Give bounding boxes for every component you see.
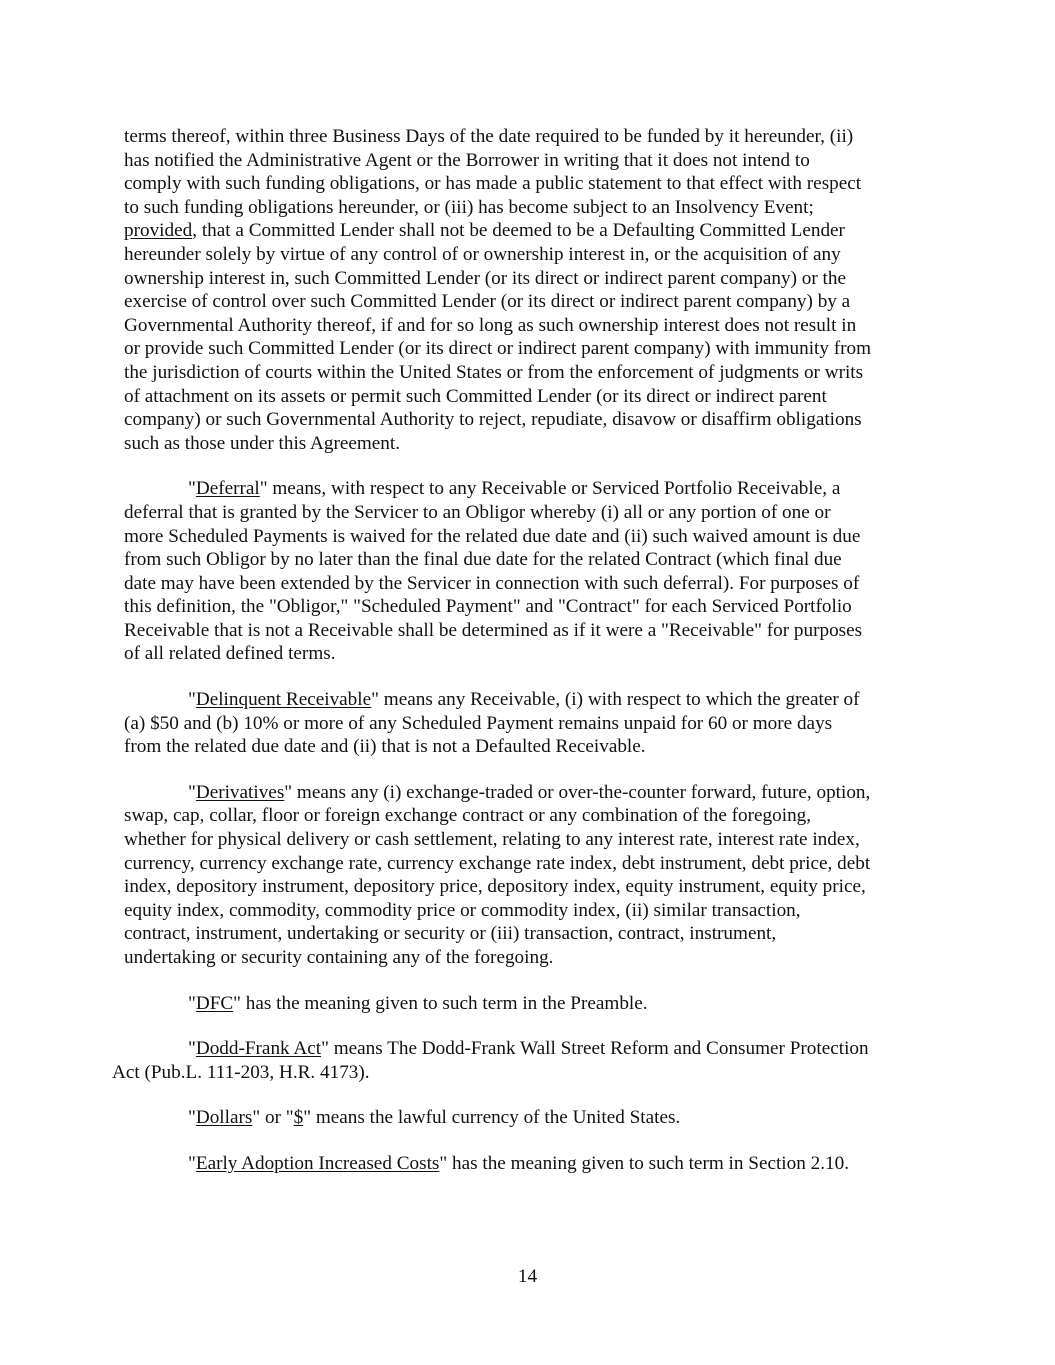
text-line: undertaking or security containing any of the foregoing. — [124, 947, 554, 968]
text-line: index, depository instrument, depository price, depository index, equity instrument, equity price, — [124, 876, 866, 898]
text-line: the jurisdiction of courts within the United States or from the enforcement of judgments or writs — [124, 361, 864, 383]
text-line: equity index, commodity, commodity price or commodity index, (ii) similar transaction, — [124, 899, 801, 921]
definition-derivatives — [124, 781, 936, 970]
text-line: company) or such Governmental Authority to reject, repudiate, disavow or disaffirm obligations — [124, 409, 862, 431]
defined-term: Deferral — [195, 478, 260, 500]
document-body — [112, 125, 936, 1198]
text-line: swap, cap, collar, floor or foreign exchange contract or any combination of the foregoing, — [124, 805, 812, 827]
text-line: or provide such Committed Lender (or its direct or indirect parent company) with immunity from — [124, 338, 872, 360]
defined-term: Delinquent Receivable — [195, 689, 372, 711]
text-line: of all related defined terms. — [124, 643, 336, 665]
text-line: to such funding obligations hereunder, or (iii) has become subject to an Insolvency Event; — [124, 196, 814, 218]
text-line: from such Obligor by no later than the final due date for the related Contract (which final due — [124, 549, 842, 571]
definition-first-line: "Dodd-Frank Act" means The Dodd-Frank Wall Street Reform and Consumer Protection — [188, 1038, 869, 1060]
text-line: exercise of control over such Committed Lender (or its direct or indirect parent company) by a — [124, 291, 851, 313]
text-fragment: " or " — [252, 1107, 294, 1129]
definition-dfc — [124, 992, 936, 1016]
continuation-paragraph — [124, 125, 936, 455]
text-line: more Scheduled Payments is waived for the related due date and (ii) such waived amount is due — [124, 525, 861, 547]
definition-dodd-frank-act — [112, 1037, 936, 1084]
text-fragment: " has the meaning given to such term in Section 2.10. — [439, 1152, 850, 1174]
text-fragment: " means, with respect to any Receivable or Serviced Portfolio Receivable, a — [259, 478, 841, 500]
definition-first-line: "Delinquent Receivable" means any Receivable, (i) with respect to which the greater of — [188, 689, 860, 711]
text-fragment: " has the meaning given to such term in the Preamble. — [233, 992, 648, 1014]
definition-delinquent-receivable — [124, 688, 936, 759]
text-fragment: " means The Dodd-Frank Wall Street Reform and Consumer Protection — [321, 1038, 869, 1060]
text-line: comply with such funding obligations, or has made a public statement to that effect with respect — [124, 173, 862, 195]
text-line: terms thereof, within three Business Days of the date required to be funded by it hereunder, (ii) — [124, 126, 854, 147]
text-line — [124, 219, 936, 243]
text-line: date may have been extended by the Servicer in connection with such deferral). For purposes of — [124, 572, 860, 594]
text-line: of attachment on its assets or permit such Committed Lender (or its direct or indirect parent — [124, 385, 827, 407]
text-fragment: " means any Receivable, (i) with respect to which the greater of — [371, 689, 860, 711]
text-line: Receivable that is not a Receivable shall be determined as if it were a "Receivable" for purposes — [124, 619, 863, 641]
defined-term: Dollars — [195, 1107, 253, 1129]
text-line: whether for physical delivery or cash settlement, relating to any interest rate, interest rate index, — [124, 829, 860, 851]
definition-first-line: "DFC" has the meaning given to such term in the Preamble. — [188, 992, 648, 1014]
text-fragment: " means the lawful currency of the United States. — [303, 1107, 681, 1129]
text-line: has notified the Administrative Agent or the Borrower in writing that it does not intend to — [124, 149, 810, 171]
text-line: deferral that is granted by the Servicer to an Obligor whereby (i) all or any portion of one or — [124, 501, 831, 523]
definition-dollars — [124, 1106, 936, 1130]
defined-term-alt: $ — [293, 1107, 304, 1129]
text-line: (a) $50 and (b) 10% or more of any Scheduled Payment remains unpaid for 60 or more days — [124, 712, 833, 734]
text-fragment: " means any (i) exchange-traded or over-the-counter forward, future, option, — [284, 781, 871, 803]
text-line: currency, currency exchange rate, currency exchange rate index, debt instrument, debt price, debt — [124, 852, 871, 874]
definition-first-line: "Deferral" means, with respect to any Receivable or Serviced Portfolio Receivable, a — [188, 478, 841, 500]
defined-term: Early Adoption Increased Costs — [195, 1152, 440, 1174]
definition-early-adoption-increased-costs — [124, 1152, 936, 1176]
defined-term: Dodd-Frank Act — [195, 1038, 322, 1060]
definition-first-line: "Dollars" or "$" means the lawful currency of the United States. — [188, 1107, 681, 1129]
text-line: contract, instrument, undertaking or security or (iii) transaction, contract, instrument, — [124, 923, 777, 945]
definition-first-line: "Derivatives" means any (i) exchange-traded or over-the-counter forward, future, option, — [188, 781, 871, 803]
text-line: such as those under this Agreement. — [124, 432, 401, 454]
defined-term: Derivatives — [195, 781, 285, 803]
text-line: hereunder solely by virtue of any control of or ownership interest in, or the acquisition of any — [124, 243, 841, 265]
page-number: 14 — [517, 1266, 538, 1287]
text-line: this definition, the "Obligor," "Scheduled Payment" and "Contract" for each Serviced Portfolio — [124, 596, 852, 618]
text-line: Act (Pub.L. 111-203, H.R. 4173). — [112, 1061, 370, 1083]
text-line: ownership interest in, such Committed Lender (or its direct or indirect parent company) or the — [124, 267, 846, 289]
definition-deferral — [124, 477, 936, 666]
text-line: Governmental Authority thereof, if and for so long as such ownership interest does not result in — [124, 314, 857, 336]
text-fragment: , that a Committed Lender shall not be deemed to be a Defaulting Committed Lender — [192, 220, 845, 242]
provided-term: provided — [124, 220, 193, 242]
defined-term: DFC — [195, 992, 234, 1014]
definition-first-line: "Early Adoption Increased Costs" has the meaning given to such term in Section 2.10. — [188, 1152, 850, 1174]
text-line: from the related due date and (ii) that is not a Defaulted Receivable. — [124, 736, 646, 758]
